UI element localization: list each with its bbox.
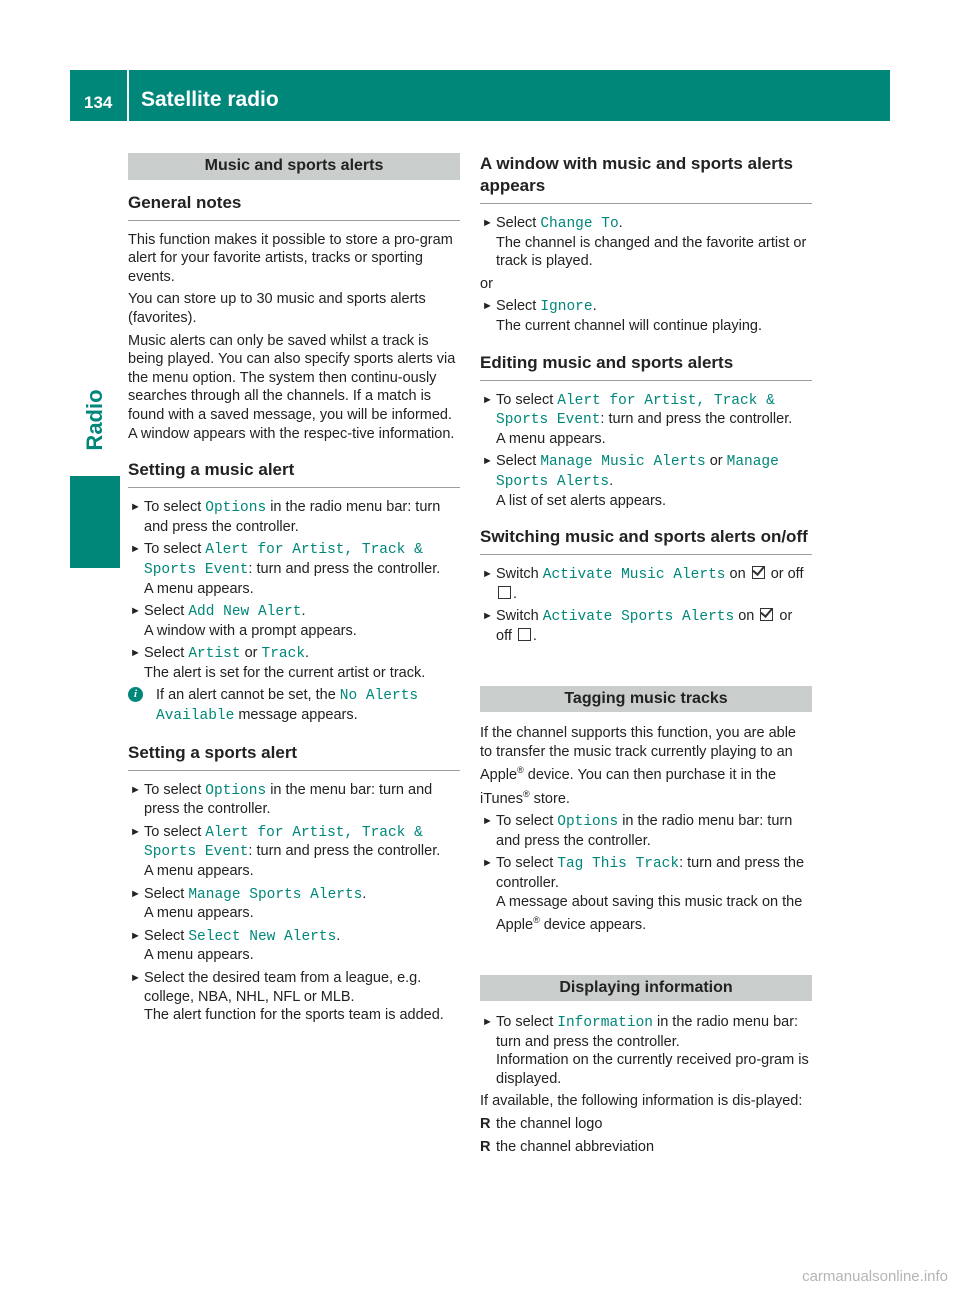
step-arrow-icon: ► [482,1016,493,1029]
menu-item: Options [205,782,267,799]
menu-item: Track [261,646,306,663]
header-divider [127,70,129,121]
step: ► Select Ignore. The current channel will continue playing. [482,298,762,334]
menu-item: Activate Sports Alerts [542,609,735,626]
step: ► To select Options in the radio menu bar: turn and press the controller. [482,813,793,849]
menu-item: Alert for Artist, Track & Sports Event [144,542,423,578]
step-arrow-icon: ► [482,455,493,468]
side-tab-label: Radio [82,389,107,451]
checkbox-checked-icon [752,566,765,579]
checkbox-empty-icon [498,586,511,599]
step-arrow-icon: ► [130,501,141,514]
menu-item: Alert for Artist, Track & Sports Event [144,824,423,861]
step-arrow-icon: ► [482,815,493,828]
page-number: 134 [84,93,113,112]
step-arrow-icon: ► [482,300,493,313]
info-note: i If an alert cannot be set, the No Alerts Available message appears. [128,686,460,725]
checkbox-empty-icon [518,628,531,641]
subheading: Setting a sports alert [128,742,460,771]
section-heading: Tagging music tracks [480,686,812,713]
step: ► Select the desired team from a league, e.g. college, NBA, NHL, NFL or MLB. The alert function for the sports team is added. [130,970,444,1024]
subheading: Setting a music alert [128,459,460,488]
step: ► To select Alert for Artist, Track & Sports Event: turn and press the controller. A menu appears. [130,541,441,597]
section-heading: Displaying information [480,975,812,1002]
step: ► To select Alert for Artist, Track & Sports Event: turn and press the controller. A menu appears. [130,823,441,880]
right-column [480,153,812,1160]
step-arrow-icon: ► [482,217,493,229]
left-column [128,153,460,1029]
menu-item: Activate Music Alerts [542,567,726,584]
side-tab [70,390,120,450]
paragraph: You can store up to 30 music and sports alerts (favorites). [128,291,426,326]
step-arrow-icon: ► [130,972,141,984]
subheading: Switching music and sports alerts on/off [480,526,812,555]
subheading: General notes [128,192,460,221]
step: ► To select Alert for Artist, Track & Sports Event: turn and press the controller. A menu appears. [482,391,793,447]
step: ► To select Tag This Track: turn and press the controller. A message about saving this music track on the Apple® device appears. [482,855,805,933]
menu-item: Information [557,1015,653,1032]
menu-item: Alert for Artist, Track & Sports Event [496,392,775,429]
step-arrow-icon: ► [130,929,141,942]
step: ► Select Manage Sports Alerts. A menu appears. [130,885,367,922]
step-arrow-icon: ► [130,647,141,660]
step: ► Select Artist or Track. The alert is set for the current artist or track. [130,645,426,681]
list-item: R the channel logo [480,1116,603,1133]
step-arrow-icon: ► [130,825,141,838]
menu-item: Select New Alerts [188,928,337,945]
menu-item: Tag This Track [557,856,680,873]
step-arrow-icon: ► [482,568,493,581]
step: ► To select Options in the menu bar: turn and press the controller. [130,781,433,818]
bullet-icon: R [480,1138,491,1155]
bullet-icon: R [480,1116,491,1133]
step: ► To select Options in the radio menu bar: turn and press the controller. [130,499,441,535]
step-arrow-icon: ► [130,783,141,796]
step-arrow-icon: ► [130,543,141,556]
subheading: A window with music and sports alerts appears [480,153,812,204]
step-arrow-icon: ► [482,393,493,406]
checkbox-checked-icon [760,608,773,621]
list-item: R the channel abbreviation [480,1138,655,1155]
step: ► Switch Activate Music Alerts on or off . [482,566,804,602]
menu-item: Manage Music Alerts [540,454,706,471]
menu-item: No Alerts Available [156,688,419,725]
step-arrow-icon: ► [482,857,493,870]
section-heading: Music and sports alerts [128,153,460,180]
paragraph: If available, the following information is dis-played: [480,1093,803,1110]
subheading: Editing music and sports alerts [480,352,812,381]
step: ► Select Select New Alerts. A menu appears. [130,927,341,964]
page-title: Satellite radio [141,88,279,111]
step: ► Select Change To. The channel is changed and the favorite artist or track is played. [482,215,807,270]
paragraph: or [480,275,493,292]
paragraph: Music alerts can only be saved whilst a track is being played. You can also specify sports alerts via the menu option. The system then continu-ously searches through all the channels. If a match is found with a saved message, you will be informed. A window appears with the respec-tive information. [128,332,456,442]
step-arrow-icon: ► [482,610,493,623]
menu-item: Change To [540,216,619,232]
step: ► Select Add New Alert. A window with a prompt appears. [130,603,357,639]
paragraph: This function makes it possible to store a pro-gram alert for your favorite artists, tracks or sporting events. [128,231,453,285]
menu-item: Manage Sports Alerts [188,886,363,903]
side-marker [70,476,120,568]
step: ► Select Manage Music Alerts or Manage Sports Alerts. A list of set alerts appears. [482,453,779,509]
step: ► To select Information in the radio menu bar: turn and press the controller. Information on the currently received pro-gram is displayed. [482,1014,809,1087]
menu-item: Add New Alert [188,604,302,621]
paragraph: If the channel supports this function, you are able to transfer the music track currently playing to an Apple® device. You can then purchase it in the iTunes® store. [480,725,796,807]
watermark: carmanualsonline.info [802,1268,948,1285]
menu-item: Options [557,814,619,831]
menu-item: Manage Sports Alerts [496,454,779,490]
step: ► Switch Activate Sports Alerts on or off . [482,608,793,644]
menu-item: Artist [188,646,241,663]
menu-item: Options [205,500,267,517]
step-arrow-icon: ► [130,605,141,618]
menu-item: Ignore [540,299,593,316]
info-icon: i [128,687,143,702]
step-arrow-icon: ► [130,887,141,900]
